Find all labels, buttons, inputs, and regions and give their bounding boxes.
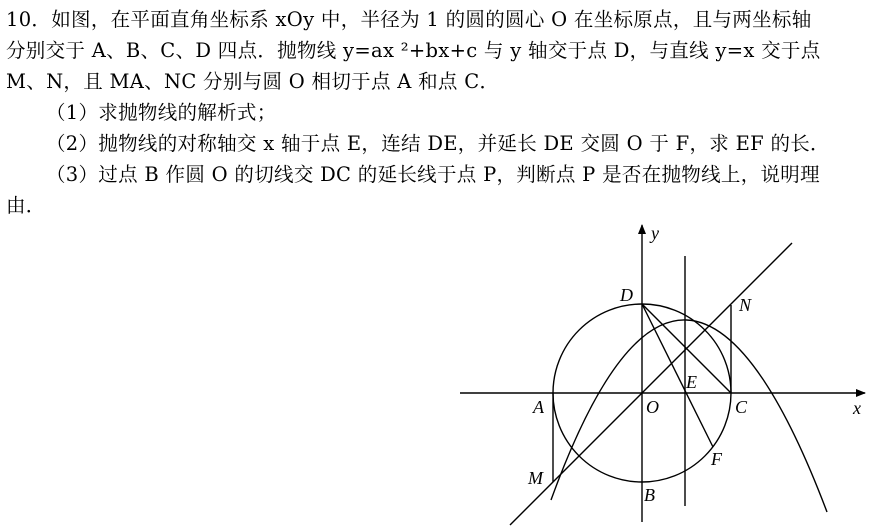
- label-f: F: [711, 449, 722, 469]
- segment-def: [642, 304, 713, 447]
- label-y-axis: y: [651, 223, 659, 243]
- label-m: M: [528, 468, 543, 488]
- question-3: （3）过点 B 作圆 O 的切线交 DC 的延长线于点 P，判断点 P 是否在抛物线上，说明理: [46, 163, 820, 186]
- label-a: A: [533, 397, 544, 417]
- label-d: D: [620, 285, 633, 305]
- label-o: O: [646, 397, 659, 417]
- problem-statement-line-1: 10．如图，在平面直角坐标系 xOy 中，半径为 1 的圆的圆心 O 在坐标原点，且与两坐标轴: [6, 8, 812, 31]
- question-1: （1）求抛物线的解析式；: [46, 101, 277, 124]
- label-x-axis: x: [853, 398, 861, 418]
- label-e: E: [686, 372, 697, 392]
- parabola: [551, 320, 827, 512]
- problem-statement-line-2: 分别交于 A、B、C、D 四点．抛物线 y=ax ²+bx+c 与 y 轴交于点 D，与直线 y=x 交于点: [6, 39, 821, 62]
- label-c: C: [735, 397, 748, 417]
- geometry-figure: [455, 222, 875, 530]
- line-y-equals-x: [510, 243, 792, 525]
- label-n: N: [739, 295, 752, 315]
- figure-svg: [455, 222, 875, 526]
- problem-text: [6, 4, 878, 221]
- question-2: （2）抛物线的对称轴交 x 轴于点 E，连结 DE，并延长 DE 交圆 O 于 F，求 EF 的长．: [46, 132, 830, 155]
- problem-statement-line-3: M、N，且 MA、NC 分别与圆 O 相切于点 A 和点 C．: [6, 70, 500, 93]
- label-b: B: [644, 485, 655, 505]
- question-3-continued: 由．: [6, 194, 46, 217]
